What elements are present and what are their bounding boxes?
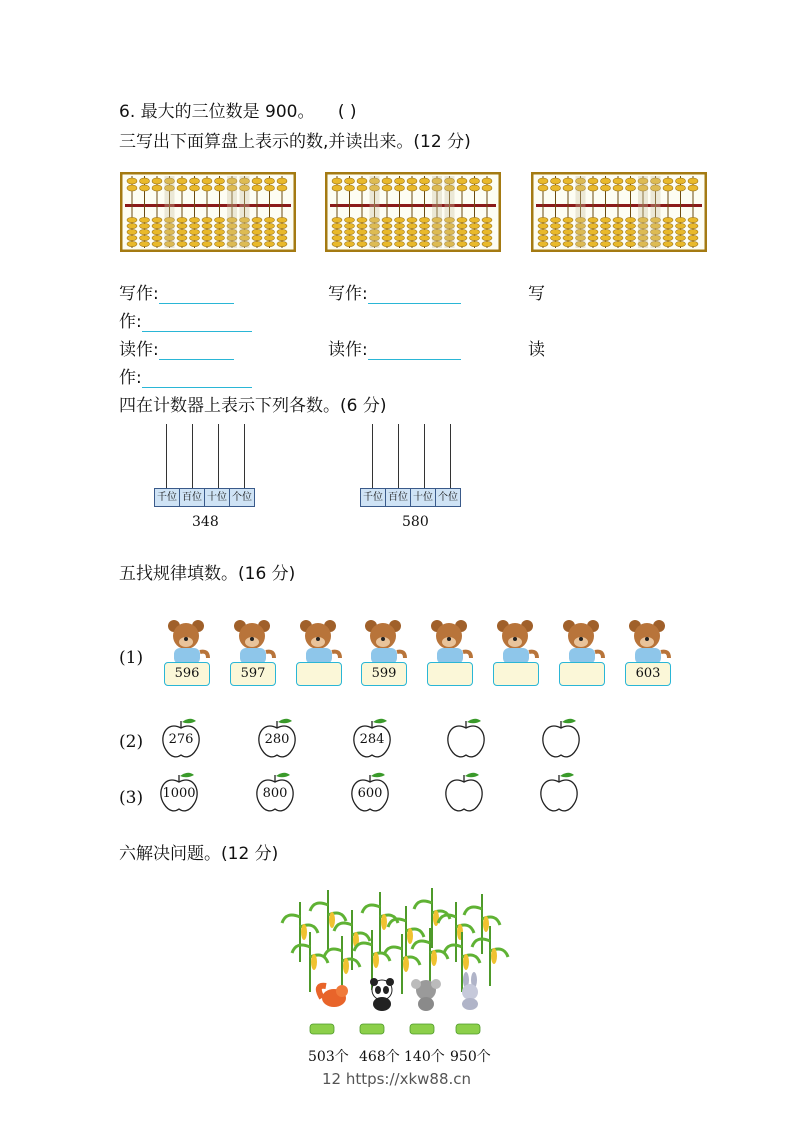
label-tens: 十位 <box>204 488 230 507</box>
write-blank-3[interactable] <box>142 315 252 332</box>
apple-icon[interactable] <box>536 770 582 816</box>
label-tens: 十位 <box>410 488 436 507</box>
answer-box[interactable] <box>493 662 539 686</box>
abacus-3 <box>531 172 707 252</box>
apple-icon <box>252 770 298 816</box>
apple-value: 1000 <box>162 786 196 801</box>
apple-value: 280 <box>264 732 290 747</box>
counter-2-rod-ones <box>450 424 451 489</box>
read-label-2: 读作: <box>328 340 461 360</box>
apple-value: 276 <box>168 732 194 747</box>
label-hundreds: 百位 <box>385 488 411 507</box>
abacus-2 <box>325 172 501 252</box>
read-label-3b: 作: <box>119 368 252 388</box>
counter-2-rod-thousands <box>372 424 373 489</box>
section-3-title: 三写出下面算盘上表示的数,并读出来。(12 分) <box>119 132 471 152</box>
counter-1-number: 348 <box>192 514 219 530</box>
answer-box[interactable] <box>427 662 473 686</box>
label-thousands: 千位 <box>154 488 180 507</box>
apple-icon <box>156 770 202 816</box>
koala-icon <box>411 979 441 1011</box>
corn-field-illustration <box>280 882 510 1062</box>
apple-icon[interactable] <box>441 770 487 816</box>
section-4-title: 四在计数器上表示下列各数。(6 分) <box>119 396 387 416</box>
label-ones: 个位 <box>229 488 255 507</box>
abacus-1 <box>120 172 296 252</box>
apple-value: 284 <box>359 732 385 747</box>
write-label-3a: 写 <box>528 284 545 304</box>
write-blank-2[interactable] <box>368 287 461 304</box>
read-blank-3[interactable] <box>142 371 252 388</box>
count-squirrel: 503个 <box>308 1049 349 1065</box>
write-blank-1[interactable] <box>159 287 234 304</box>
counter-2-labels <box>361 488 461 507</box>
apple-value: 600 <box>357 786 383 801</box>
read-blank-2[interactable] <box>368 343 461 360</box>
answer-box[interactable] <box>559 662 605 686</box>
counter-1-rod-ones <box>244 424 245 489</box>
write-label-2: 写作: <box>328 284 461 304</box>
apple-icon <box>347 770 393 816</box>
count-panda: 468个 <box>359 1049 400 1065</box>
question-6 <box>119 102 357 122</box>
rabbit-icon <box>462 972 478 1010</box>
row-3-label: (3) <box>119 788 144 808</box>
write-label-3b: 作: <box>119 312 252 332</box>
counter-1-labels <box>155 488 255 507</box>
apple-icon <box>158 716 204 762</box>
count-koala: 140个 <box>404 1049 445 1065</box>
apple-icon[interactable] <box>443 716 489 762</box>
answer-paren: ( ) <box>337 102 357 122</box>
sequence-value: 603 <box>625 662 671 686</box>
counter-2-rod-hundreds <box>398 424 399 489</box>
page-footer: 12 https://xkw88.cn <box>321 1070 472 1088</box>
squirrel-icon <box>319 985 348 1007</box>
label-hundreds: 百位 <box>179 488 205 507</box>
counter-1-rod-tens <box>218 424 219 489</box>
count-rabbit: 950个 <box>450 1049 491 1065</box>
counter-1-rod-hundreds <box>192 424 193 489</box>
write-label-1: 写作: <box>119 284 234 304</box>
question-6-text: 6. 最大的三位数是 900。 <box>119 102 315 122</box>
label-ones: 个位 <box>435 488 461 507</box>
read-label-3a: 读 <box>528 340 545 360</box>
read-blank-1[interactable] <box>159 343 234 360</box>
sequence-value: 599 <box>361 662 407 686</box>
label-thousands: 千位 <box>360 488 386 507</box>
answer-box[interactable] <box>296 662 342 686</box>
row-1-label: (1) <box>119 648 144 668</box>
apple-icon <box>349 716 395 762</box>
panda-icon <box>370 978 394 1011</box>
row-2-label: (2) <box>119 732 144 752</box>
read-label-1: 读作: <box>119 340 234 360</box>
counter-2-rod-tens <box>424 424 425 489</box>
apple-icon <box>254 716 300 762</box>
sequence-value: 597 <box>230 662 276 686</box>
section-5-title: 五找规律填数。(16 分) <box>119 564 296 584</box>
apple-icon[interactable] <box>538 716 584 762</box>
apple-value: 800 <box>262 786 288 801</box>
sequence-value: 596 <box>164 662 210 686</box>
counter-1-rod-thousands <box>166 424 167 489</box>
counter-2-number: 580 <box>402 514 429 530</box>
section-6-title: 六解决问题。(12 分) <box>119 844 279 864</box>
